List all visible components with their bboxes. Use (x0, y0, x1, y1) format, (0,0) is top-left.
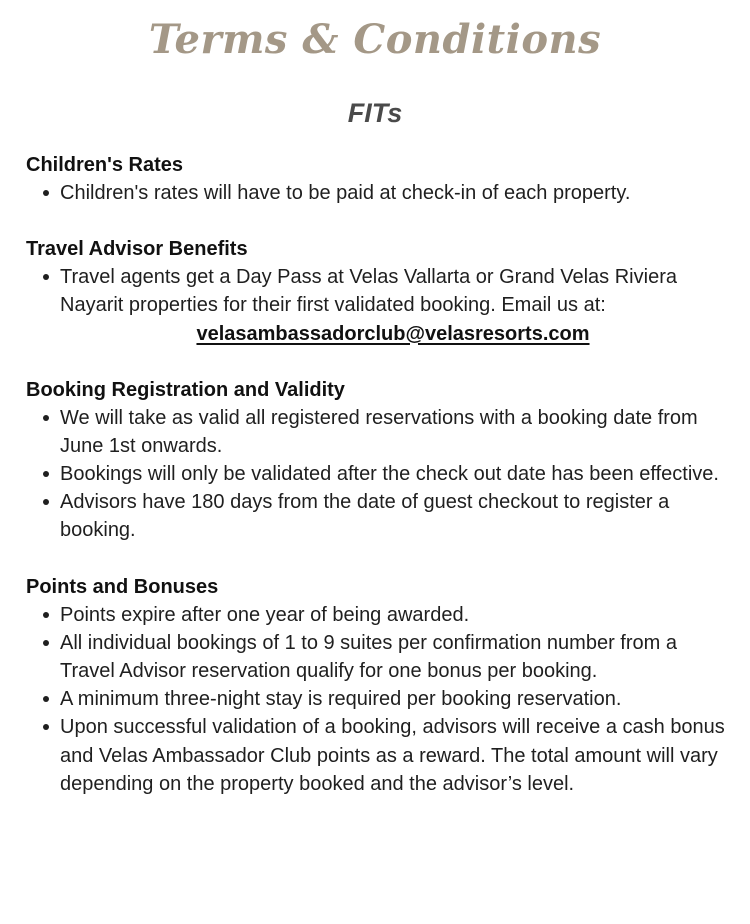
bullet-icon (43, 640, 49, 646)
bullet-list (26, 601, 726, 798)
list-item-text: Advisors have 180 days from the date of guest checkout to register a booking. (60, 491, 670, 542)
list-item (26, 629, 726, 685)
list-item-text: A minimum three-night stay is required per booking reservation. (60, 688, 622, 711)
section-booking-registration (26, 376, 726, 545)
list-item (26, 404, 726, 460)
bullet-icon (43, 612, 49, 618)
email-line (26, 320, 726, 348)
list-item (26, 179, 726, 207)
email-link[interactable]: velasambassadorclub@velasresorts.com (196, 322, 590, 345)
list-item-text: Points expire after one year of being awarded. (60, 603, 470, 626)
bullet-icon (43, 274, 49, 280)
section-heading: Children's Rates (26, 154, 184, 176)
list-item (26, 263, 726, 319)
section-heading: Booking Registration and Validity (26, 378, 345, 401)
list-item-text: Travel agents get a Day Pass at Velas Vallarta or Grand Velas Riviera Nayarit properties for their first validated booking. Email us at: (60, 266, 677, 317)
page-title: Terms & Conditions (148, 16, 602, 63)
bullet-icon (43, 471, 49, 477)
section-points-and-bonuses (26, 573, 726, 798)
section-heading: Points and Bonuses (26, 575, 219, 598)
bullet-icon (43, 190, 49, 196)
section-travel-advisor-benefits (26, 235, 726, 347)
bullet-icon (43, 696, 49, 702)
list-item-text: All individual bookings of 1 to 9 suites per confirmation number from a Travel Advisor reservation qualify for one bonus per booking. (60, 631, 677, 683)
list-item-text: Upon successful validation of a booking, advisors will receive a cash bonus and Velas Ambassador Club points as a reward. The total amount will vary depending on the property booked and the advisor’s level. (60, 716, 725, 795)
list-item-text: We will take as valid all registered reservations with a booking date from June 1st onwards. (60, 406, 698, 457)
bullet-list (26, 404, 726, 545)
bullet-icon (43, 415, 49, 421)
list-item (26, 685, 726, 713)
bullet-icon (43, 724, 49, 730)
list-item (26, 601, 726, 629)
list-item (26, 713, 726, 798)
list-item-text: Bookings will only be validated after the check out date has been effective. (60, 463, 719, 486)
page-subtitle: FITs (347, 98, 403, 128)
list-item (26, 460, 726, 488)
list-item (26, 488, 726, 544)
section-heading: Travel Advisor Benefits (26, 238, 248, 261)
bullet-list (26, 263, 726, 319)
list-item-text: Children's rates will have to be paid at check-in of each property. (60, 182, 631, 204)
bullet-icon (43, 499, 49, 505)
terms-content (26, 151, 726, 798)
bullet-list (26, 179, 726, 207)
section-childrens-rates (26, 151, 726, 207)
